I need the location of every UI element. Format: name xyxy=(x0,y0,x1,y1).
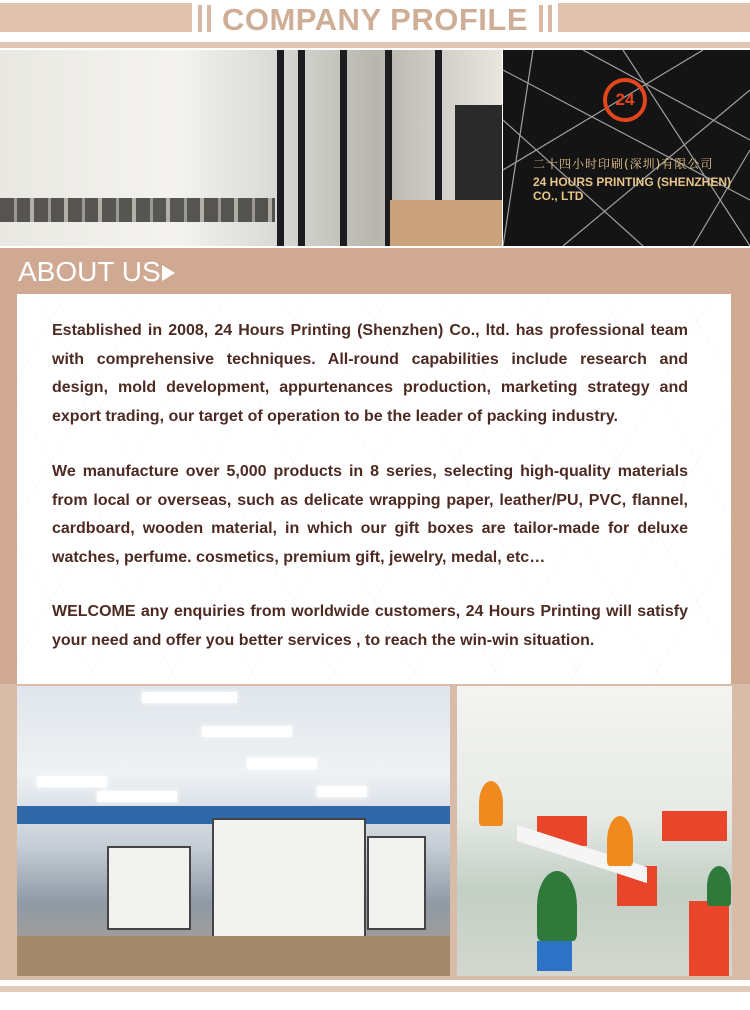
bottom-divider xyxy=(0,986,750,992)
about-paragraph-2: We manufacture over 5,000 products in 8 series, selecting high-quality materials from local or overseas, such as delicate wrapping paper, leather/PU, PVC, flannel, cardboard, wooden material, in which our gift boxes are tailor-made for deluxe watches, perfume. cosmetics, premium gift, jewelry, medal, etc… xyxy=(52,463,688,566)
header-band-left xyxy=(0,3,192,32)
header-divider-right xyxy=(539,5,552,32)
about-title: ABOUT US xyxy=(18,256,161,287)
company-logo-wall-photo xyxy=(503,50,750,246)
about-paragraph-3: WELCOME any enquiries from worldwide customers, 24 Hours Printing will satisfy your need and offer you better services , to reach the win-win situation. xyxy=(52,603,688,649)
office-glass-wall-photo xyxy=(0,50,502,246)
header-underline xyxy=(0,42,750,48)
about-paragraph-1: Established in 2008, 24 Hours Printing (Shenzhen) Co., ltd. has professional team with comprehensive techniques. All-round capabilities include research and design, mold development, appurtenances production, marketing strategy and export trading, our target of operation to be the leader of packing industry. xyxy=(52,322,688,425)
factory-machines-photo xyxy=(17,686,450,976)
header-divider-left xyxy=(198,5,211,32)
page-title: COMPANY PROFILE xyxy=(221,2,529,37)
logo-english-name: 24 HOURS PRINTING (SHENZHEN) CO., LTD xyxy=(533,175,732,203)
company-logo-icon: 24 xyxy=(603,78,647,122)
assembly-line-photo xyxy=(457,686,732,976)
header-band-right xyxy=(558,3,750,32)
logo-chinese-name: 二十四小时印刷(深圳)有限公司 xyxy=(533,157,714,171)
about-section-header xyxy=(0,248,750,294)
triangle-right-icon xyxy=(162,265,175,281)
page-header xyxy=(0,0,750,50)
